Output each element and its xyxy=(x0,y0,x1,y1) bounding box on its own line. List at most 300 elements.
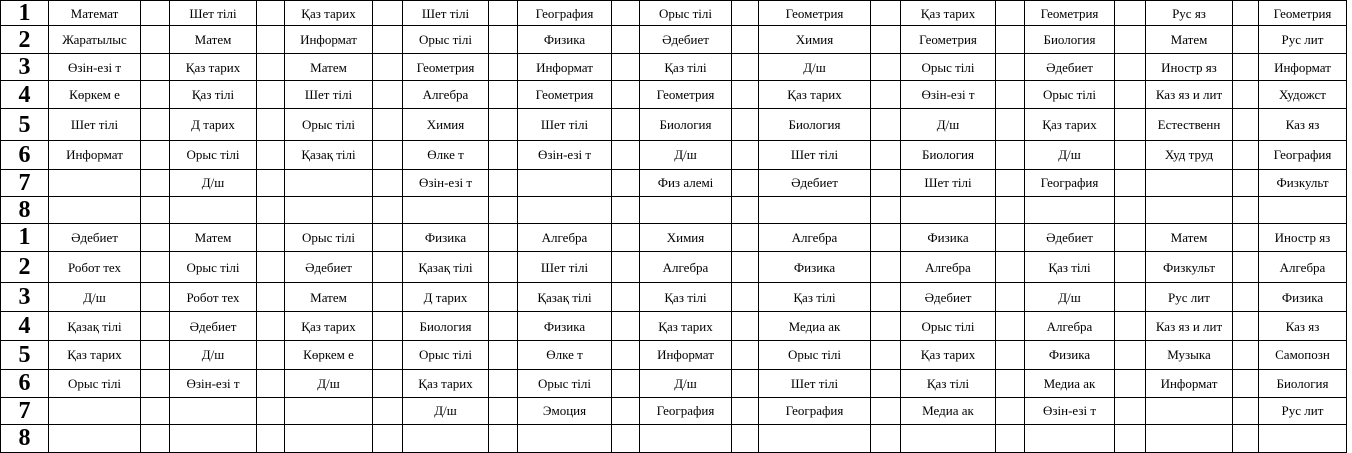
spacer-cell[interactable] xyxy=(732,369,759,397)
spacer-cell[interactable] xyxy=(141,109,170,140)
subject-cell[interactable]: Рус лит xyxy=(1146,283,1233,312)
spacer-cell[interactable] xyxy=(732,169,759,196)
subject-cell[interactable]: Өлке т xyxy=(518,341,612,369)
spacer-cell[interactable] xyxy=(257,397,285,424)
subject-cell[interactable]: Қазақ тілі xyxy=(518,283,612,312)
spacer-cell[interactable] xyxy=(612,397,640,424)
subject-cell[interactable] xyxy=(1146,196,1233,223)
spacer-cell[interactable] xyxy=(1115,369,1146,397)
subject-cell[interactable]: Өзін-езі т xyxy=(518,140,612,169)
subject-cell[interactable] xyxy=(518,424,612,452)
subject-cell[interactable]: Д/ш xyxy=(170,341,257,369)
subject-cell[interactable] xyxy=(1025,424,1115,452)
subject-cell[interactable]: Самопозн xyxy=(1259,341,1347,369)
subject-cell[interactable]: Геометрия xyxy=(640,81,732,109)
subject-cell[interactable]: Физика xyxy=(901,223,996,251)
subject-cell[interactable] xyxy=(1146,424,1233,452)
subject-cell[interactable]: География xyxy=(759,397,871,424)
subject-cell[interactable]: Химия xyxy=(403,109,489,140)
subject-cell[interactable]: Қаз тарих xyxy=(49,341,141,369)
subject-cell[interactable] xyxy=(518,196,612,223)
subject-cell[interactable] xyxy=(640,196,732,223)
subject-cell[interactable]: Көркем е xyxy=(285,341,373,369)
spacer-cell[interactable] xyxy=(141,1,170,26)
subject-cell[interactable]: Әдебиет xyxy=(170,312,257,341)
spacer-cell[interactable] xyxy=(141,283,170,312)
subject-cell[interactable]: Өзін-езі т xyxy=(1025,397,1115,424)
spacer-cell[interactable] xyxy=(141,196,170,223)
spacer-cell[interactable] xyxy=(612,252,640,283)
subject-cell[interactable]: Биология xyxy=(640,109,732,140)
spacer-cell[interactable] xyxy=(871,169,901,196)
spacer-cell[interactable] xyxy=(871,223,901,251)
spacer-cell[interactable] xyxy=(1233,397,1259,424)
spacer-cell[interactable] xyxy=(373,283,403,312)
spacer-cell[interactable] xyxy=(1115,26,1146,54)
subject-cell[interactable]: Информат xyxy=(1146,369,1233,397)
subject-cell[interactable] xyxy=(901,424,996,452)
subject-cell[interactable]: Информат xyxy=(49,140,141,169)
spacer-cell[interactable] xyxy=(257,223,285,251)
spacer-cell[interactable] xyxy=(373,397,403,424)
spacer-cell[interactable] xyxy=(141,54,170,81)
subject-cell[interactable]: Өзін-езі т xyxy=(403,169,489,196)
subject-cell[interactable]: Матем xyxy=(1146,26,1233,54)
spacer-cell[interactable] xyxy=(732,223,759,251)
spacer-cell[interactable] xyxy=(1115,341,1146,369)
subject-cell[interactable]: Шет тілі xyxy=(49,109,141,140)
spacer-cell[interactable] xyxy=(373,312,403,341)
subject-cell[interactable] xyxy=(1259,196,1347,223)
subject-cell[interactable]: Әдебиет xyxy=(901,283,996,312)
spacer-cell[interactable] xyxy=(489,252,518,283)
subject-cell[interactable]: Химия xyxy=(759,26,871,54)
subject-cell[interactable]: Қаз тарих xyxy=(1025,109,1115,140)
subject-cell[interactable]: Математ xyxy=(49,1,141,26)
spacer-cell[interactable] xyxy=(489,1,518,26)
spacer-cell[interactable] xyxy=(612,169,640,196)
subject-cell[interactable] xyxy=(640,424,732,452)
spacer-cell[interactable] xyxy=(1233,1,1259,26)
spacer-cell[interactable] xyxy=(257,140,285,169)
subject-cell[interactable]: Физика xyxy=(759,252,871,283)
subject-cell[interactable]: Физика xyxy=(518,312,612,341)
subject-cell[interactable] xyxy=(49,169,141,196)
subject-cell[interactable]: Иностр яз xyxy=(1259,223,1347,251)
subject-cell[interactable]: Физика xyxy=(403,223,489,251)
spacer-cell[interactable] xyxy=(257,54,285,81)
spacer-cell[interactable] xyxy=(1233,283,1259,312)
subject-cell[interactable] xyxy=(518,169,612,196)
subject-cell[interactable]: Қазақ тілі xyxy=(285,140,373,169)
subject-cell[interactable]: Қаз тілі xyxy=(1025,252,1115,283)
spacer-cell[interactable] xyxy=(373,252,403,283)
spacer-cell[interactable] xyxy=(257,26,285,54)
spacer-cell[interactable] xyxy=(257,196,285,223)
subject-cell[interactable] xyxy=(49,397,141,424)
spacer-cell[interactable] xyxy=(996,54,1025,81)
subject-cell[interactable]: Информат xyxy=(640,341,732,369)
subject-cell[interactable]: Информат xyxy=(518,54,612,81)
subject-cell[interactable]: Геометрия xyxy=(1025,1,1115,26)
subject-cell[interactable] xyxy=(403,424,489,452)
subject-cell[interactable]: Өзін-езі т xyxy=(901,81,996,109)
spacer-cell[interactable] xyxy=(489,369,518,397)
subject-cell[interactable] xyxy=(1146,169,1233,196)
spacer-cell[interactable] xyxy=(871,341,901,369)
spacer-cell[interactable] xyxy=(1115,312,1146,341)
spacer-cell[interactable] xyxy=(489,140,518,169)
spacer-cell[interactable] xyxy=(257,1,285,26)
subject-cell[interactable] xyxy=(1025,196,1115,223)
spacer-cell[interactable] xyxy=(612,54,640,81)
spacer-cell[interactable] xyxy=(489,312,518,341)
subject-cell[interactable]: Информат xyxy=(1259,54,1347,81)
subject-cell[interactable]: Өзін-езі т xyxy=(170,369,257,397)
subject-cell[interactable]: Орыс тілі xyxy=(170,140,257,169)
spacer-cell[interactable] xyxy=(1233,81,1259,109)
spacer-cell[interactable] xyxy=(373,81,403,109)
spacer-cell[interactable] xyxy=(1115,140,1146,169)
subject-cell[interactable]: Биология xyxy=(1259,369,1347,397)
lesson-number[interactable]: 6 xyxy=(1,369,49,397)
spacer-cell[interactable] xyxy=(1115,424,1146,452)
spacer-cell[interactable] xyxy=(612,369,640,397)
lesson-number[interactable]: 8 xyxy=(1,196,49,223)
spacer-cell[interactable] xyxy=(141,369,170,397)
spacer-cell[interactable] xyxy=(141,223,170,251)
spacer-cell[interactable] xyxy=(612,26,640,54)
spacer-cell[interactable] xyxy=(1233,109,1259,140)
spacer-cell[interactable] xyxy=(1115,109,1146,140)
spacer-cell[interactable] xyxy=(257,369,285,397)
subject-cell[interactable]: Физика xyxy=(1259,283,1347,312)
subject-cell[interactable]: Шет тілі xyxy=(901,169,996,196)
spacer-cell[interactable] xyxy=(612,424,640,452)
spacer-cell[interactable] xyxy=(1115,223,1146,251)
spacer-cell[interactable] xyxy=(996,369,1025,397)
subject-cell[interactable]: Д тарих xyxy=(403,283,489,312)
subject-cell[interactable]: Өлке т xyxy=(403,140,489,169)
spacer-cell[interactable] xyxy=(996,341,1025,369)
subject-cell[interactable]: Әдебиет xyxy=(640,26,732,54)
subject-cell[interactable]: Әдебиет xyxy=(1025,223,1115,251)
subject-cell[interactable]: Д/ш xyxy=(640,369,732,397)
spacer-cell[interactable] xyxy=(1233,26,1259,54)
spacer-cell[interactable] xyxy=(1233,341,1259,369)
subject-cell[interactable]: Д/ш xyxy=(901,109,996,140)
subject-cell[interactable] xyxy=(285,196,373,223)
spacer-cell[interactable] xyxy=(612,196,640,223)
subject-cell[interactable]: Қазақ тілі xyxy=(49,312,141,341)
subject-cell[interactable]: Физика xyxy=(1025,341,1115,369)
spacer-cell[interactable] xyxy=(732,54,759,81)
subject-cell[interactable]: Қаз тарих xyxy=(403,369,489,397)
spacer-cell[interactable] xyxy=(257,81,285,109)
spacer-cell[interactable] xyxy=(612,223,640,251)
subject-cell[interactable]: Д/ш xyxy=(759,54,871,81)
spacer-cell[interactable] xyxy=(141,397,170,424)
subject-cell[interactable]: Рус лит xyxy=(1259,397,1347,424)
lesson-number[interactable]: 7 xyxy=(1,169,49,196)
subject-cell[interactable]: Әдебиет xyxy=(49,223,141,251)
subject-cell[interactable]: Алгебра xyxy=(403,81,489,109)
subject-cell[interactable]: Қаз тарих xyxy=(640,312,732,341)
spacer-cell[interactable] xyxy=(871,26,901,54)
subject-cell[interactable] xyxy=(170,196,257,223)
subject-cell[interactable]: Физ алемі xyxy=(640,169,732,196)
subject-cell[interactable]: Қаз тілі xyxy=(759,283,871,312)
subject-cell[interactable]: Худ труд xyxy=(1146,140,1233,169)
subject-cell[interactable]: Орыс тілі xyxy=(170,252,257,283)
spacer-cell[interactable] xyxy=(373,424,403,452)
subject-cell[interactable]: Қаз тілі xyxy=(640,283,732,312)
spacer-cell[interactable] xyxy=(257,169,285,196)
subject-cell[interactable]: Физика xyxy=(518,26,612,54)
spacer-cell[interactable] xyxy=(257,312,285,341)
subject-cell[interactable]: Биология xyxy=(759,109,871,140)
spacer-cell[interactable] xyxy=(612,341,640,369)
spacer-cell[interactable] xyxy=(1233,312,1259,341)
subject-cell[interactable]: Қаз тілі xyxy=(170,81,257,109)
lesson-number[interactable]: 2 xyxy=(1,252,49,283)
subject-cell[interactable]: Алгебра xyxy=(640,252,732,283)
subject-cell[interactable]: Естественн xyxy=(1146,109,1233,140)
spacer-cell[interactable] xyxy=(141,424,170,452)
subject-cell[interactable]: Орыс тілі xyxy=(285,223,373,251)
subject-cell[interactable]: Д тарих xyxy=(170,109,257,140)
subject-cell[interactable]: Физкульт xyxy=(1259,169,1347,196)
spacer-cell[interactable] xyxy=(871,196,901,223)
spacer-cell[interactable] xyxy=(257,252,285,283)
spacer-cell[interactable] xyxy=(489,109,518,140)
spacer-cell[interactable] xyxy=(996,223,1025,251)
spacer-cell[interactable] xyxy=(141,26,170,54)
spacer-cell[interactable] xyxy=(612,81,640,109)
spacer-cell[interactable] xyxy=(1115,1,1146,26)
subject-cell[interactable]: Қаз тарих xyxy=(285,1,373,26)
spacer-cell[interactable] xyxy=(373,369,403,397)
subject-cell[interactable]: Робот тех xyxy=(170,283,257,312)
subject-cell[interactable]: Геометрия xyxy=(901,26,996,54)
subject-cell[interactable] xyxy=(285,397,373,424)
subject-cell[interactable]: Рус яз xyxy=(1146,1,1233,26)
spacer-cell[interactable] xyxy=(489,196,518,223)
subject-cell[interactable]: Рус лит xyxy=(1259,26,1347,54)
spacer-cell[interactable] xyxy=(996,312,1025,341)
spacer-cell[interactable] xyxy=(373,1,403,26)
subject-cell[interactable]: Шет тілі xyxy=(759,140,871,169)
spacer-cell[interactable] xyxy=(373,223,403,251)
spacer-cell[interactable] xyxy=(257,341,285,369)
lesson-number[interactable]: 4 xyxy=(1,312,49,341)
spacer-cell[interactable] xyxy=(489,283,518,312)
subject-cell[interactable]: Алгебра xyxy=(901,252,996,283)
spacer-cell[interactable] xyxy=(1115,196,1146,223)
spacer-cell[interactable] xyxy=(489,223,518,251)
subject-cell[interactable]: Биология xyxy=(403,312,489,341)
spacer-cell[interactable] xyxy=(1115,169,1146,196)
spacer-cell[interactable] xyxy=(489,81,518,109)
subject-cell[interactable]: Шет тілі xyxy=(403,1,489,26)
spacer-cell[interactable] xyxy=(871,81,901,109)
spacer-cell[interactable] xyxy=(996,81,1025,109)
lesson-number[interactable]: 1 xyxy=(1,1,49,26)
subject-cell[interactable] xyxy=(170,397,257,424)
subject-cell[interactable]: Биология xyxy=(1025,26,1115,54)
spacer-cell[interactable] xyxy=(732,252,759,283)
spacer-cell[interactable] xyxy=(996,26,1025,54)
subject-cell[interactable]: Матем xyxy=(170,26,257,54)
subject-cell[interactable]: Геометрия xyxy=(759,1,871,26)
spacer-cell[interactable] xyxy=(373,54,403,81)
subject-cell[interactable]: Қаз тарих xyxy=(901,341,996,369)
subject-cell[interactable] xyxy=(285,424,373,452)
subject-cell[interactable]: Матем xyxy=(285,54,373,81)
subject-cell[interactable]: Матем xyxy=(1146,223,1233,251)
subject-cell[interactable]: Әдебиет xyxy=(759,169,871,196)
subject-cell[interactable]: Д/ш xyxy=(640,140,732,169)
spacer-cell[interactable] xyxy=(1233,169,1259,196)
subject-cell[interactable]: Художст xyxy=(1259,81,1347,109)
spacer-cell[interactable] xyxy=(373,196,403,223)
subject-cell[interactable]: Алгебра xyxy=(518,223,612,251)
spacer-cell[interactable] xyxy=(732,26,759,54)
spacer-cell[interactable] xyxy=(141,312,170,341)
subject-cell[interactable]: Алгебра xyxy=(759,223,871,251)
subject-cell[interactable]: Алгебра xyxy=(1025,312,1115,341)
spacer-cell[interactable] xyxy=(489,424,518,452)
subject-cell[interactable]: Қаз тарих xyxy=(170,54,257,81)
lesson-number[interactable]: 7 xyxy=(1,397,49,424)
spacer-cell[interactable] xyxy=(1233,223,1259,251)
subject-cell[interactable] xyxy=(759,196,871,223)
subject-cell[interactable]: Геометрия xyxy=(1259,1,1347,26)
spacer-cell[interactable] xyxy=(996,252,1025,283)
subject-cell[interactable]: Орыс тілі xyxy=(49,369,141,397)
spacer-cell[interactable] xyxy=(871,369,901,397)
spacer-cell[interactable] xyxy=(489,54,518,81)
subject-cell[interactable]: Орыс тілі xyxy=(759,341,871,369)
spacer-cell[interactable] xyxy=(1233,196,1259,223)
spacer-cell[interactable] xyxy=(141,140,170,169)
spacer-cell[interactable] xyxy=(612,283,640,312)
spacer-cell[interactable] xyxy=(732,397,759,424)
spacer-cell[interactable] xyxy=(1115,283,1146,312)
spacer-cell[interactable] xyxy=(871,283,901,312)
spacer-cell[interactable] xyxy=(732,109,759,140)
subject-cell[interactable]: Қаз тарих xyxy=(285,312,373,341)
subject-cell[interactable]: Музыка xyxy=(1146,341,1233,369)
subject-cell[interactable]: Д/ш xyxy=(285,369,373,397)
spacer-cell[interactable] xyxy=(996,169,1025,196)
subject-cell[interactable]: Орыс тілі xyxy=(1025,81,1115,109)
subject-cell[interactable]: Қазақ тілі xyxy=(403,252,489,283)
spacer-cell[interactable] xyxy=(141,81,170,109)
subject-cell[interactable]: Әдебиет xyxy=(1025,54,1115,81)
spacer-cell[interactable] xyxy=(257,109,285,140)
subject-cell[interactable]: Робот тех xyxy=(49,252,141,283)
subject-cell[interactable]: Шет тілі xyxy=(518,109,612,140)
subject-cell[interactable]: Қаз тарих xyxy=(759,81,871,109)
subject-cell[interactable]: Д/ш xyxy=(1025,140,1115,169)
spacer-cell[interactable] xyxy=(871,109,901,140)
lesson-number[interactable]: 6 xyxy=(1,140,49,169)
subject-cell[interactable]: Орыс тілі xyxy=(403,341,489,369)
lesson-number[interactable]: 5 xyxy=(1,109,49,140)
subject-cell[interactable]: Өзін-езі т xyxy=(49,54,141,81)
subject-cell[interactable]: Медиа ак xyxy=(759,312,871,341)
subject-cell[interactable]: Жаратылыс xyxy=(49,26,141,54)
spacer-cell[interactable] xyxy=(996,196,1025,223)
spacer-cell[interactable] xyxy=(732,341,759,369)
spacer-cell[interactable] xyxy=(489,169,518,196)
subject-cell[interactable]: Матем xyxy=(285,283,373,312)
spacer-cell[interactable] xyxy=(732,81,759,109)
subject-cell[interactable]: Орыс тілі xyxy=(901,54,996,81)
subject-cell[interactable]: Қаз тілі xyxy=(901,369,996,397)
spacer-cell[interactable] xyxy=(489,341,518,369)
subject-cell[interactable]: Медиа ак xyxy=(1025,369,1115,397)
lesson-number[interactable]: 8 xyxy=(1,424,49,452)
subject-cell[interactable]: Иностр яз xyxy=(1146,54,1233,81)
spacer-cell[interactable] xyxy=(373,140,403,169)
subject-cell[interactable]: Каз яз xyxy=(1259,109,1347,140)
subject-cell[interactable]: Эмоция xyxy=(518,397,612,424)
subject-cell[interactable]: Д/ш xyxy=(403,397,489,424)
subject-cell[interactable]: Физкульт xyxy=(1146,252,1233,283)
subject-cell[interactable]: География xyxy=(1259,140,1347,169)
spacer-cell[interactable] xyxy=(996,140,1025,169)
subject-cell[interactable]: Орыс тілі xyxy=(403,26,489,54)
subject-cell[interactable]: Матем xyxy=(170,223,257,251)
spacer-cell[interactable] xyxy=(1115,81,1146,109)
subject-cell[interactable]: Д/ш xyxy=(170,169,257,196)
subject-cell[interactable]: Каз яз xyxy=(1259,312,1347,341)
spacer-cell[interactable] xyxy=(732,283,759,312)
subject-cell[interactable]: Медиа ак xyxy=(901,397,996,424)
spacer-cell[interactable] xyxy=(871,252,901,283)
subject-cell[interactable]: Д/ш xyxy=(49,283,141,312)
subject-cell[interactable]: Әдебиет xyxy=(285,252,373,283)
spacer-cell[interactable] xyxy=(732,196,759,223)
spacer-cell[interactable] xyxy=(732,1,759,26)
spacer-cell[interactable] xyxy=(489,26,518,54)
lesson-number[interactable]: 2 xyxy=(1,26,49,54)
spacer-cell[interactable] xyxy=(257,424,285,452)
spacer-cell[interactable] xyxy=(612,1,640,26)
spacer-cell[interactable] xyxy=(871,424,901,452)
spacer-cell[interactable] xyxy=(732,424,759,452)
subject-cell[interactable] xyxy=(759,424,871,452)
subject-cell[interactable]: Шет тілі xyxy=(518,252,612,283)
spacer-cell[interactable] xyxy=(612,140,640,169)
subject-cell[interactable]: Шет тілі xyxy=(759,369,871,397)
subject-cell[interactable] xyxy=(1146,397,1233,424)
spacer-cell[interactable] xyxy=(996,283,1025,312)
spacer-cell[interactable] xyxy=(373,109,403,140)
subject-cell[interactable] xyxy=(901,196,996,223)
subject-cell[interactable]: География xyxy=(1025,169,1115,196)
subject-cell[interactable]: Орыс тілі xyxy=(285,109,373,140)
spacer-cell[interactable] xyxy=(871,1,901,26)
subject-cell[interactable]: Геометрия xyxy=(403,54,489,81)
subject-cell[interactable]: Қаз тарих xyxy=(901,1,996,26)
subject-cell[interactable]: Шет тілі xyxy=(285,81,373,109)
spacer-cell[interactable] xyxy=(871,312,901,341)
subject-cell[interactable]: Геометрия xyxy=(518,81,612,109)
lesson-number[interactable]: 3 xyxy=(1,54,49,81)
